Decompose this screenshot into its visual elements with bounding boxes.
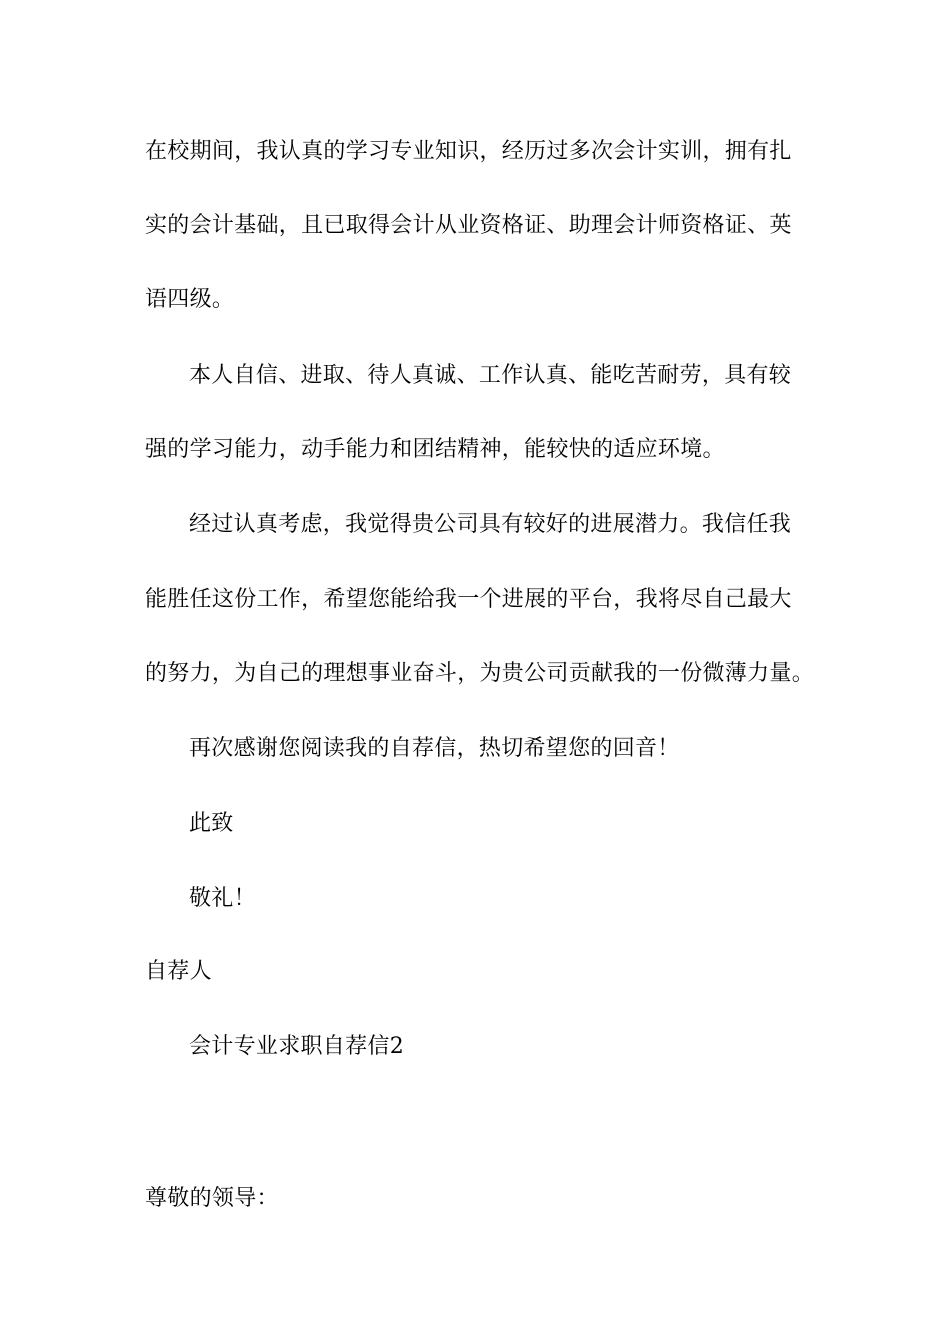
section-title: 会计专业求职自荐信2 bbox=[189, 1034, 404, 1059]
paragraph-line: 本人自信、进取、待人真诚、工作认真、能吃苦耐劳，具有较 bbox=[189, 363, 792, 388]
closing-line: 此致 bbox=[189, 811, 234, 836]
paragraph-line: 的努力，为自己的理想事业奋斗，为贵公司贡献我的一份微薄力量。 bbox=[145, 661, 815, 686]
closing-line: 敬礼！ bbox=[189, 886, 256, 911]
paragraph-line: 能胜任这份工作，希望您能给我一个进展的平台，我将尽自己最大 bbox=[145, 587, 792, 612]
paragraph-line: 经过认真考虑，我觉得贵公司具有较好的进展潜力。我信任我 bbox=[189, 512, 792, 537]
paragraph-line: 实的会计基础，且已取得会计从业资格证、助理会计师资格证、英 bbox=[145, 213, 792, 238]
paragraph-line: 再次感谢您阅读我的自荐信，热切希望您的回音！ bbox=[189, 736, 680, 761]
signature-line: 自荐人 bbox=[145, 959, 212, 984]
paragraph-line: 在校期间，我认真的学习专业知识，经历过多次会计实训，拥有扎 bbox=[145, 139, 792, 164]
paragraph-line: 强的学习能力，动手能力和团结精神，能较快的适应环境。 bbox=[145, 437, 725, 462]
paragraph-line: 语四级。 bbox=[145, 287, 235, 312]
salutation-line: 尊敬的领导： bbox=[145, 1186, 279, 1211]
